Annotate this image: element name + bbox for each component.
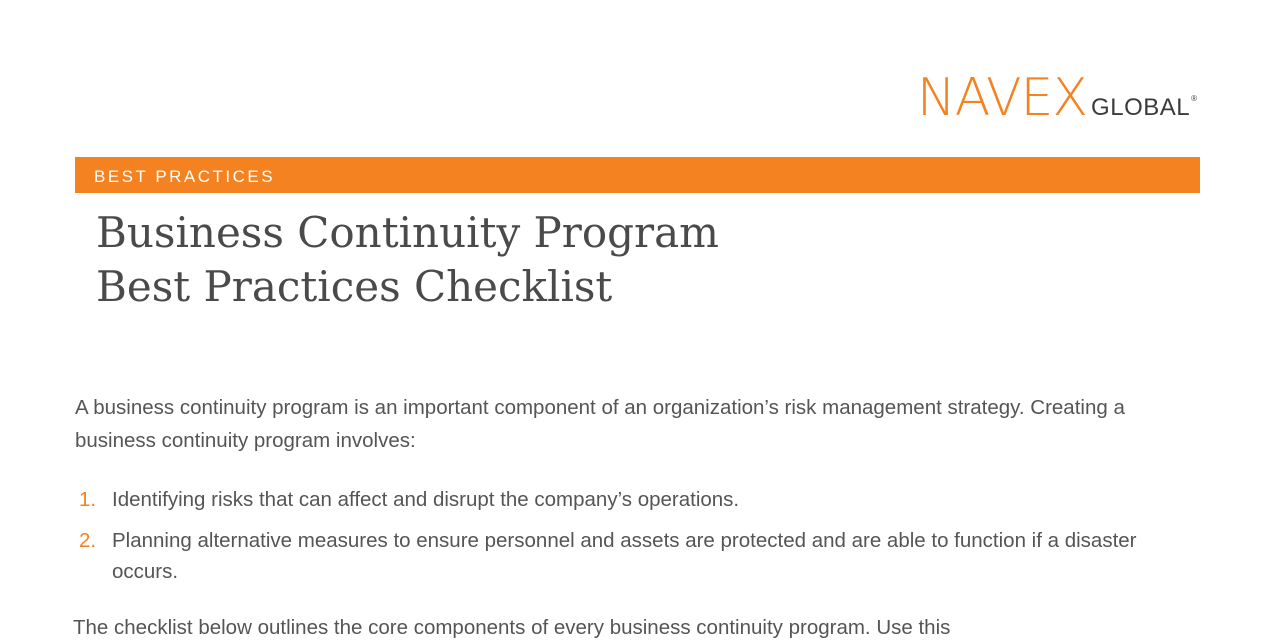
document-title <box>96 206 719 314</box>
logo-wordmark: NAVEX <box>916 68 1088 128</box>
logo-subtitle: GLOBAL <box>1091 94 1191 121</box>
list-item <box>79 484 1199 515</box>
outro-paragraph: The checklist below outlines the core components of every business continuity program. Use this <box>73 616 951 639</box>
list-item-number: 1. <box>79 488 97 511</box>
title-line-2: Best Practices Checklist <box>96 262 613 311</box>
category-banner <box>75 157 1200 193</box>
list-item-text: Planning alternative measures to ensure personnel and assets are protected and are able to function if a disaster occurs. <box>112 529 1137 583</box>
category-label: BEST PRACTICES <box>94 167 276 186</box>
list-item-text: Identifying risks that can affect and disrupt the company’s operations. <box>112 488 740 511</box>
list-item-number: 2. <box>79 529 97 552</box>
registered-mark: ® <box>1191 94 1197 103</box>
steps-list <box>79 484 1199 597</box>
list-item <box>79 525 1199 587</box>
navex-global-logo <box>916 68 1197 128</box>
title-line-1: Business Continuity Program <box>96 208 719 257</box>
intro-paragraph: A business continuity program is an important component of an organization’s risk management strategy. Creating a business continuity program involves: <box>75 396 1125 452</box>
